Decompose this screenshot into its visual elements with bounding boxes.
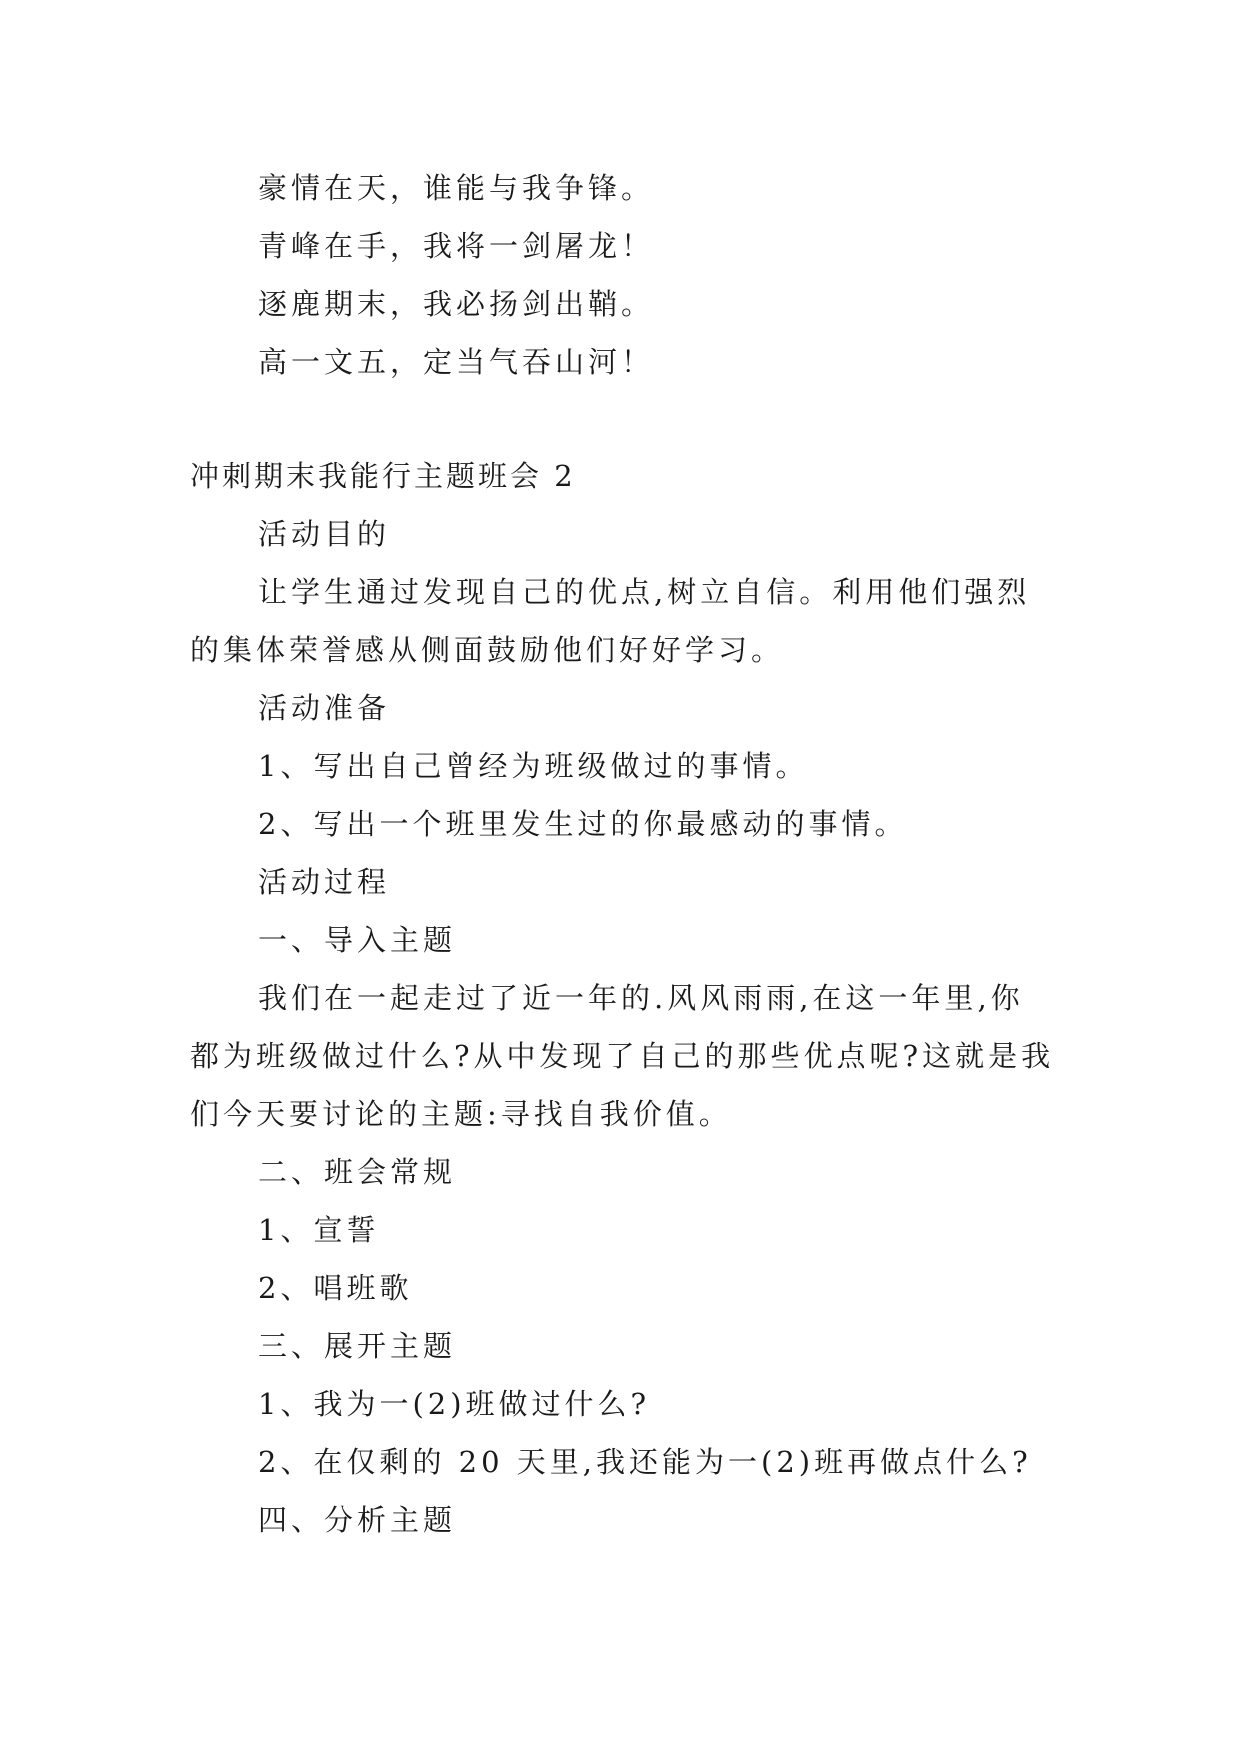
poem-line-4: 高一文五，定当气吞山河！ — [258, 345, 655, 379]
step2-heading: 二、班会常规 — [258, 1155, 457, 1189]
prep-heading: 活动准备 — [258, 691, 391, 725]
prep-item-1: 1、写出自己曾经为班级做过的事情。 — [258, 749, 809, 783]
purpose-paragraph-line-2: 的集体荣誉感从侧面鼓励他们好好学习。 — [190, 633, 785, 667]
poem-line-2: 青峰在手，我将一剑屠龙！ — [258, 229, 655, 263]
step2-item-1: 1、宣誓 — [258, 1213, 380, 1247]
purpose-heading: 活动目的 — [258, 517, 391, 551]
prep-item-2: 2、写出一个班里发生过的你最感动的事情。 — [258, 807, 908, 841]
step3-item-1: 1、我为一(2)班做过什么? — [258, 1387, 651, 1421]
step1-paragraph-line-2: 都为班级做过什么?从中发现了自己的那些优点呢?这就是我 — [190, 1039, 1055, 1073]
step1-paragraph-line-3: 们今天要讨论的主题:寻找自我价值。 — [190, 1097, 732, 1131]
section-title: 冲刺期末我能行主题班会 2 — [190, 459, 576, 493]
step1-heading: 一、导入主题 — [258, 923, 457, 957]
step3-heading: 三、展开主题 — [258, 1329, 457, 1363]
step2-item-2: 2、唱班歌 — [258, 1271, 413, 1305]
step4-heading: 四、分析主题 — [258, 1503, 457, 1537]
purpose-paragraph-line-1: 让学生通过发现自己的优点,树立自信。利用他们强烈 — [258, 575, 1031, 609]
poem-line-3: 逐鹿期末，我必扬剑出鞘。 — [258, 287, 655, 321]
process-heading: 活动过程 — [258, 865, 391, 899]
poem-line-1: 豪情在天，谁能与我争锋。 — [258, 171, 655, 205]
step1-paragraph-line-1: 我们在一起走过了近一年的.风风雨雨,在这一年里,你 — [258, 981, 1024, 1015]
step3-item-2: 2、在仅剩的 20 天里,我还能为一(2)班再做点什么? — [258, 1445, 1032, 1479]
